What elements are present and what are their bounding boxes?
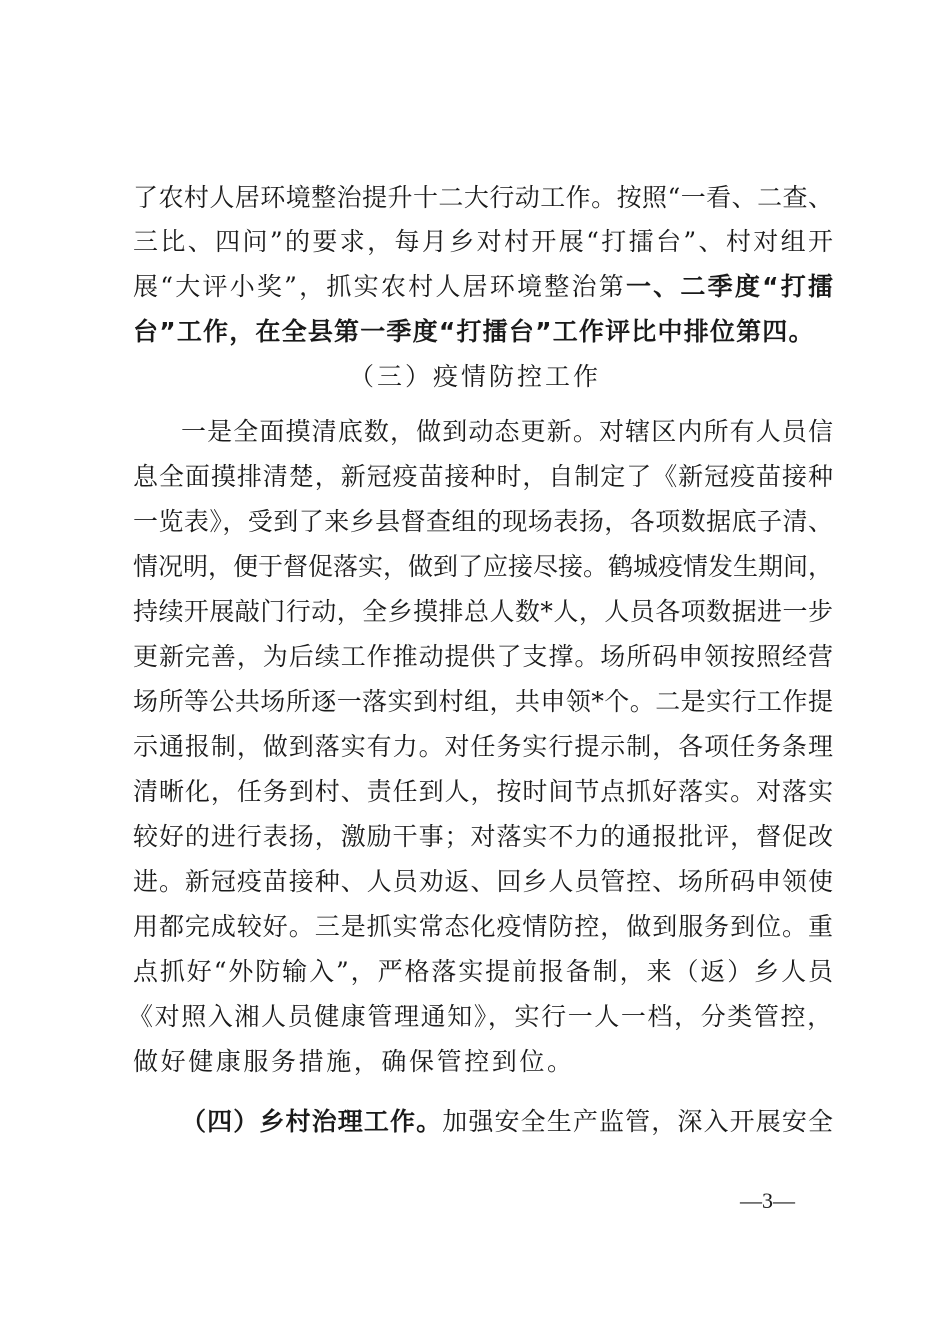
paragraph-line xyxy=(181,1107,833,1137)
paragraph-text: 展“大评小奖”，抓实农村人居环境整治第 xyxy=(133,272,626,301)
paragraph-line: 点抓好“外防输入”，严格落实提前报备制，来（返）乡人员 xyxy=(133,957,833,986)
paragraph-line: 做好健康服务措施，确保管控到位。 xyxy=(133,1047,575,1076)
paragraph-line: 持续开展敲门行动，全乡摸排总人数*人，人员各项数据进一步 xyxy=(133,597,833,626)
paragraph-line: 一是全面摸清底数，做到动态更新。对辖区内所有人员信 xyxy=(181,417,833,446)
paragraph-line: 场所等公共场所逐一落实到村组，共申领*个。二是实行工作提 xyxy=(133,687,833,716)
paragraph-line: 《对照入湘人员健康管理通知》，实行一人一档，分类管控， xyxy=(128,1002,834,1031)
paragraph-line: 进。新冠疫苗接种、人员劝返、回乡人员管控、场所码申领使 xyxy=(133,867,833,896)
paragraph-line: 更新完善，为后续工作推动提供了支撑。场所码申领按照经营 xyxy=(133,642,833,671)
page-number: —3— xyxy=(740,1188,795,1213)
paragraph-line: 息全面摸排清楚，新冠疫苗接种时，自制定了《新冠疫苗接种 xyxy=(133,462,833,491)
paragraph-line: 示通报制，做到落实有力。对任务实行提示制，各项任务条理 xyxy=(133,732,833,761)
paragraph-line: 用都完成较好。三是抓实常态化疫情防控，做到服务到位。重 xyxy=(133,912,833,941)
paragraph-text: 加强安全生产监管，深入开展安全 xyxy=(442,1107,833,1136)
section-inline-heading: （四）乡村治理工作。 xyxy=(181,1107,443,1136)
paragraph-bold-text: 一、二季度“打擂 xyxy=(625,272,833,301)
paragraph-line: 了农村人居环境整治提升十二大行动工作。按照“一看、二查、 xyxy=(133,183,833,212)
paragraph-line: 三比、四问”的要求，每月乡对村开展“打擂台”、村对组开 xyxy=(133,227,833,256)
paragraph-bold-line: 台”工作，在全县第一季度“打擂台”工作评比中排位第四。 xyxy=(133,317,815,346)
paragraph-line: 一览表》，受到了来乡县督查组的现场表扬，各项数据底子清、 xyxy=(133,507,833,536)
paragraph-line: 清晰化，任务到村、责任到人，按时间节点抓好落实。对落实 xyxy=(133,777,833,806)
section-heading: （三）疫情防控工作 xyxy=(348,362,601,391)
paragraph-line: 情况明，便于督促落实，做到了应接尽接。鹤城疫情发生期间， xyxy=(133,552,834,581)
paragraph-line xyxy=(133,272,833,302)
paragraph-line: 较好的进行表扬，激励干事；对落实不力的通报批评，督促改 xyxy=(133,822,833,851)
